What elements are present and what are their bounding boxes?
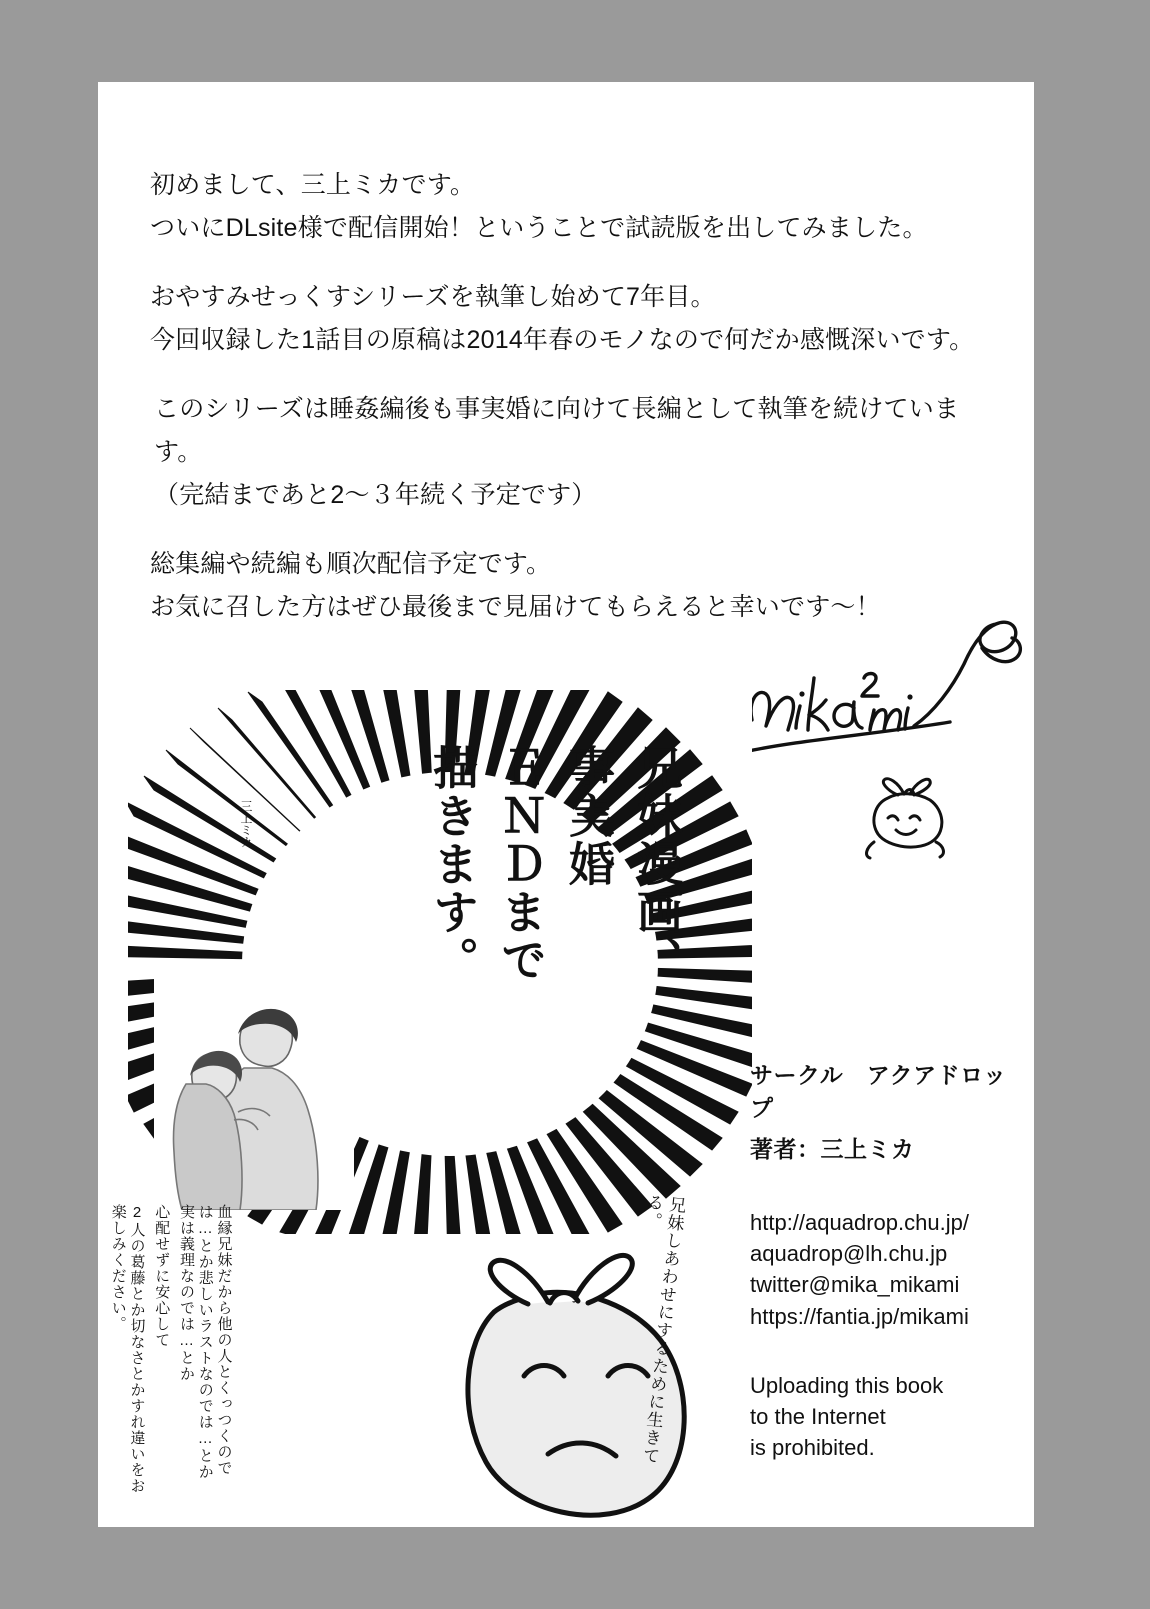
notice-line-3: is prohibited. bbox=[750, 1435, 875, 1461]
afterword-line: お気に召した方はぜひ最後まで見届けてもらえると幸いです〜！ bbox=[150, 593, 881, 621]
afterword-line: 今回収録した1話目の原稿は2014年春のモノなので何だか感慨深いです。 bbox=[150, 326, 975, 354]
afterword-line: このシリーズは睡姦編後も事実婚に向けて長編として執筆を続けています。 bbox=[154, 395, 960, 466]
side-note-1: 血縁兄妹だから他の人とくっつくのでは…とか悲しいラストなのでは…とか実は義理なのでは…とか bbox=[178, 1204, 233, 1480]
afterword-line: 総集編や続編も順次配信予定です。 bbox=[150, 550, 552, 578]
notice-line-1: Uploading this book bbox=[750, 1373, 944, 1398]
side-notes bbox=[108, 1204, 233, 1504]
afterword-paragraph-3 bbox=[150, 388, 1000, 517]
upload-prohibited-notice bbox=[750, 1370, 1034, 1464]
cover-title-line-2: 事実婚 bbox=[563, 744, 615, 888]
document-page bbox=[98, 82, 1034, 1527]
afterword-text bbox=[150, 164, 1000, 655]
website-link[interactable]: http://aquadrop.chu.jp/ bbox=[750, 1210, 969, 1235]
fantia-link[interactable]: https://fantia.jp/mikami bbox=[750, 1303, 969, 1329]
twitter-link[interactable]: twitter@mika_mikami bbox=[750, 1272, 960, 1298]
cover-title-line-4: 描きます。 bbox=[427, 744, 479, 984]
author-name: 著者：三上ミカ bbox=[750, 1136, 915, 1162]
cover-title-line-3: ＥＮＤまで bbox=[495, 744, 547, 984]
email-link[interactable]: aquadrop@lh.chu.jp bbox=[750, 1241, 948, 1267]
mascot-note: 兄妹しあわせにするために生きてる。 bbox=[639, 1192, 687, 1466]
notice-line-2: to the Internet bbox=[750, 1404, 886, 1430]
side-note-3: 2人の葛藤とか切なさとかすれ違いをお楽しみください。 bbox=[109, 1204, 146, 1494]
afterword-line: ついにDLsite様で配信開始！ということで試読版を出してみました。 bbox=[150, 214, 928, 242]
afterword-line: おやすみせっくすシリーズを執筆し始めて7年目。 bbox=[150, 283, 716, 311]
afterword-line: 初めまして、三上ミカです。 bbox=[150, 171, 476, 199]
cover-thumbnail bbox=[120, 682, 760, 1242]
author-signature bbox=[738, 602, 1034, 902]
circle-name: サークル アクアドロップ bbox=[750, 1062, 1007, 1121]
credits-block bbox=[750, 1057, 1030, 1164]
side-note-2: 心配せずに安心して bbox=[153, 1204, 171, 1348]
cover-title-line-1: 兄妹漫画、 bbox=[631, 744, 683, 984]
contact-links bbox=[750, 1207, 1034, 1332]
afterword-paragraph-2 bbox=[150, 276, 1000, 362]
afterword-paragraph-1 bbox=[150, 164, 1000, 250]
cover-small-label: 三上ミカ bbox=[239, 800, 253, 848]
afterword-line: （完結まであと2〜３年続く予定です） bbox=[154, 481, 597, 509]
